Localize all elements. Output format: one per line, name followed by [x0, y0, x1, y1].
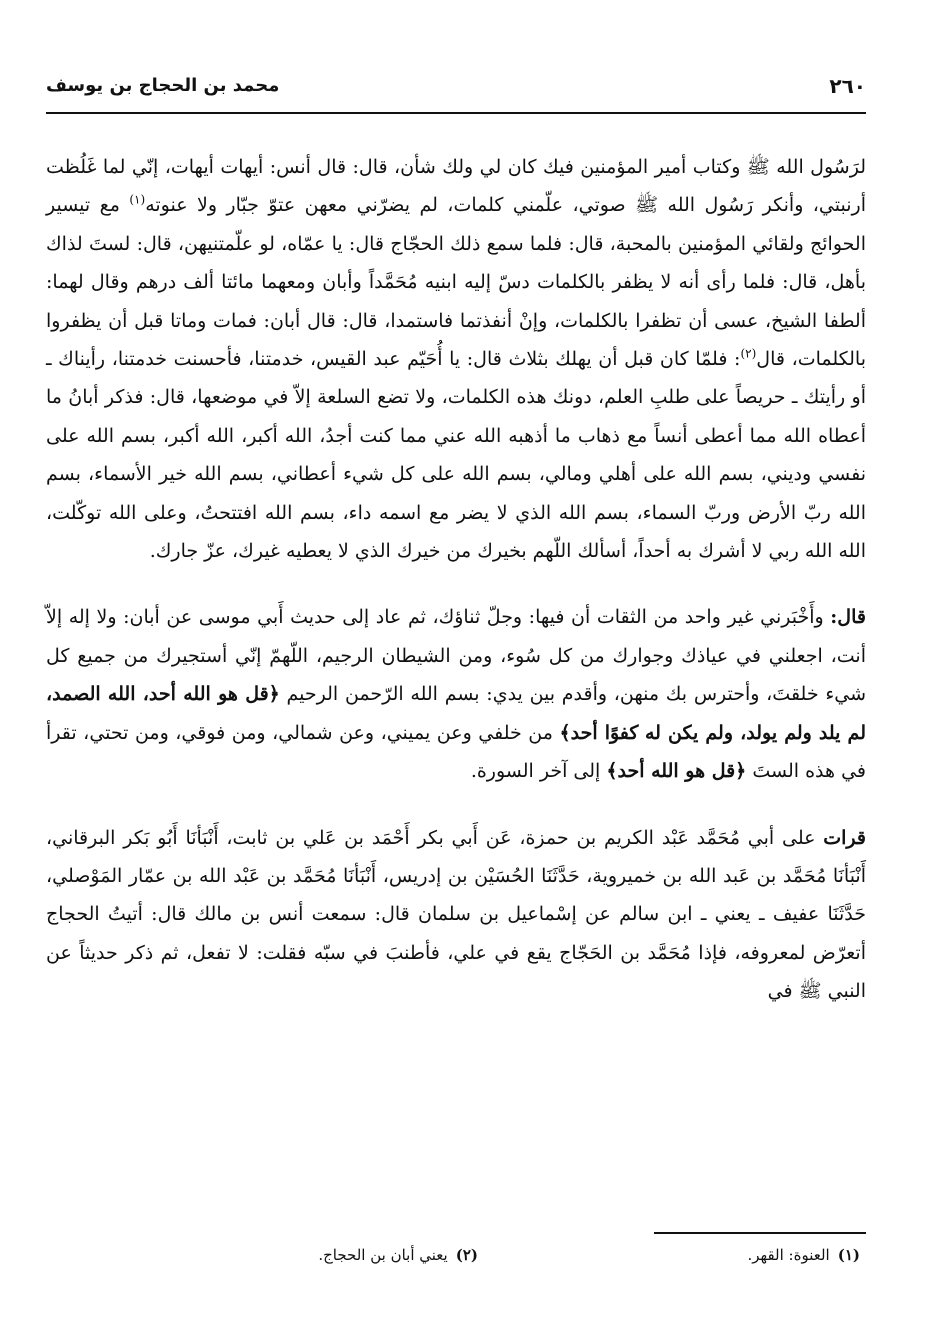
text-line: قال: يا عمّاه، لو علّمتنيهن، قال: لستَ لذاك بأهل، قال: فلما رأى أنه لا يظفر بالكلمات [46, 232, 867, 294]
text-line: من خلفي وعن يميني، وعن شمالي، ومن فوقي، ومن تحتي، تقرأ في هذه [46, 721, 866, 783]
text-line: الحَجّاج يقع في علي، فأطنبَ في سبّه فقلت: لا تفعل، ثم ذكر حديثاً عن النبي ﷺ في [46, 941, 866, 1003]
body-text [46, 148, 866, 1011]
text-line: سلمان قال: سمعت أنس بن مالك قال: أتيتُ الحجاج أتعرّض لمعروفه، فإذا مُحَمَّد بن [46, 903, 866, 964]
footnote-marker: (٢) [455, 1246, 478, 1264]
footnote-marker: (١) [837, 1246, 860, 1264]
text-line: رأيناك ـ أو رأيتك ـ حريصاً على طلبِ العلم، دونك هذه الكلمات، ولا تضع السلعة إلاّ في [46, 348, 866, 409]
text-line: موسى عن أبان: ولا إله إلاّ أنت، اجعلني في عياذك وجوارك من كل سُوء، ومن الشيطان [46, 606, 866, 667]
paragraph-lead: قرات [823, 826, 866, 849]
text-line: أَنْبَأنَا أَبُو بَكر البرقاني، أَنْبَأنَا مُحَمَّد بن عَبد الله بن خميروية، حَدَّثَنَا الحُسَيْن بن إدريس، أَنْبَأنَا [46, 826, 866, 887]
text-line: قال [756, 348, 785, 371]
text-line: إلى آخر السورة. [470, 760, 607, 783]
footnote-1 [748, 1246, 861, 1264]
text-line: مُحَمَّد بن عَبْد الله بن عمّار المَوْصلي، حَدَّثَنَا عفيف ـ يعني ـ ابن سالم عن إسْماعيل بن [46, 864, 866, 926]
text-line: أشرك به أحداً، أسألك اللّهم بخيرك من خيرك الذي لا يعطيه غيرك، عزّ جارك. [149, 540, 746, 563]
text-line: دسّ إليه ابنيه مُحَمَّداً وأبان ومعهما مائتا ألف درهم وقال لهما: ألطفا الشيخ، عسى أن تظفرا [46, 271, 866, 332]
quran-quote: ﴿قل هو الله أحد، الله الصمد، لم يلد ولم يولد، ولم يكن له [46, 683, 866, 744]
running-title: محمد بن الحجاج بن يوسف [46, 75, 280, 96]
text-line: الستَ [746, 760, 800, 783]
text-line: مع تيسير الحوائج ولقائي المؤمنين بالمحبة، قال: فلما سمع ذلك الحجّاج [46, 194, 866, 255]
book-page [46, 74, 866, 1324]
paragraph-2 [46, 598, 866, 790]
paragraph-3 [46, 819, 866, 1011]
text-line: وأَخْبَرني غير واحد من الثقات أن فيها: وجلّ ثناؤك، ثم عاد إلى حديث أَبي [257, 606, 831, 629]
footnote-marker: (١) [129, 193, 146, 208]
footnote-text: العنوة: القهر. [747, 1246, 830, 1264]
text-line: بالكلمات، وإنْ أنفذتما فاستمدا، قال: قال أبان: فمات وماتا قبل أن يظفروا بالكلمات، [46, 309, 867, 371]
text-line: بسم الله على كل شيء أعطاني، بسم الله خير الأسماء، بسم الله ربّ الأرض وربّ السماء، [46, 463, 866, 524]
footnotes [46, 1246, 866, 1272]
text-line: جبّار ولا عنوته [145, 194, 259, 217]
quran-quote: كفوًا أحد﴾ [559, 721, 639, 744]
header-rule [46, 112, 866, 114]
running-head [46, 74, 866, 104]
text-line: بسم الله الذي لا يضر مع اسمه داء، بسم الله افتتحتُ، وعلى الله توكّلت، الله الله ربي لا [46, 501, 866, 563]
text-line: أجدُ، الله أكبر، الله أكبر، بسم الله على نفسي وديني، بسم الله على أهلي ومالي، [46, 424, 866, 486]
text-line: إنّي لما غَلُظت أرنبتي، وأنكر رَسُول الله ﷺ صوتي، علّمني كلمات، لم يضرّني معهن عتوّ [46, 156, 866, 217]
footnote-marker: (٢) [740, 346, 757, 361]
text-line: : فلمّا كان قبل أن يهلك بثلاث قال: يا أُحَيّم عبد القيس، خدمتنا، فأحسنت خدمتنا، [111, 348, 741, 371]
text-line: موضعها، قال: فذكر أبانُ ما أعطاه الله مما أعطى أنساً مع ذهاب ما أذهبه الله عني مما كنت [46, 386, 867, 447]
text-line: الرجيم، اللّهمّ إنّي أستجيرك من جميع كل شيء خلقتَ، وأحترس بك منهن، وأقدم بين [46, 644, 867, 706]
footnote-2 [318, 1246, 478, 1264]
footnote-rule [654, 1232, 866, 1234]
paragraph-1 [46, 148, 866, 570]
paragraph-lead: قال: [830, 606, 866, 629]
footnote-text: يعني أبان بن الحجاج. [318, 1246, 448, 1264]
text-line: لرَسُول الله ﷺ وكتاب أمير المؤمنين فيك كان لي ولك شأن، قال: قال أنس: أيهات أيهات، [164, 156, 866, 178]
text-line: يدي: بسم الله الرّحمن الرحيم [279, 683, 523, 706]
quran-quote: ﴿قل هو الله أحد﴾ [606, 760, 747, 783]
text-line: على أبي مُحَمَّد عَبْد الكريم بن حمزة، عَن أَبي بكر أَحْمَد بن عَلي بن ثابت، [226, 826, 824, 849]
page-number: ٢٦٠ [829, 74, 866, 98]
